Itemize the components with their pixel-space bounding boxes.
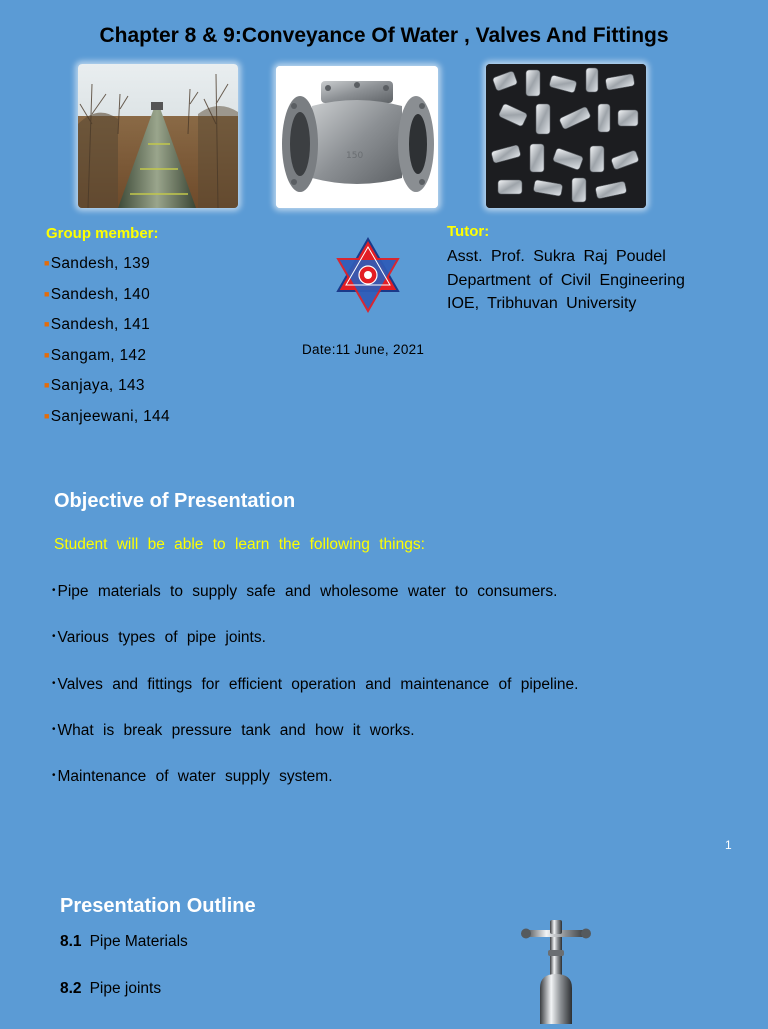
list-item: ■Sandesh, 140 <box>44 285 151 303</box>
list-item <box>60 932 188 979</box>
objective-intro: Student will be able to learn the following things: <box>54 536 425 553</box>
tutor-institution: IOE, Tribhuvan University <box>447 295 637 312</box>
bullet-icon: ■ <box>44 258 50 268</box>
outline-label: Pipe Materials <box>89 933 188 950</box>
bullet-icon: ■ <box>44 380 50 390</box>
page-number: 1 <box>725 838 732 852</box>
page-title: Chapter 8 & 9:Conveyance Of Water , Valves And Fittings <box>99 24 669 47</box>
bullet-icon: ■ <box>44 319 50 329</box>
list-item: ■Sangam, 142 <box>44 346 147 364</box>
list-item: • What is break pressure tank and how it works. <box>52 721 415 739</box>
water-tap-photo <box>520 918 592 1024</box>
outline-number: 8.2 <box>60 980 82 997</box>
bullet-icon: ■ <box>44 410 50 421</box>
list-item: ■Sandesh, 141 <box>44 316 151 333</box>
tutor-name: Asst. Prof. Sukra Raj Poudel <box>447 248 666 265</box>
list-item: • Pipe materials to supply safe and wholesome water to consumers. <box>52 583 558 600</box>
tutor-heading: Tutor: <box>447 223 490 240</box>
objective-list <box>52 581 578 812</box>
outline-list <box>60 932 188 1026</box>
tutor-details <box>447 245 685 316</box>
bullet-icon: • <box>52 677 56 689</box>
bullet-icon: • <box>52 723 56 735</box>
pipeline-photo <box>78 64 238 208</box>
list-item: ■Sanjeewani, 144 <box>44 407 170 425</box>
list-item <box>60 979 188 1026</box>
list-item: ■Sandesh, 139 <box>44 255 151 272</box>
bullet-icon: ■ <box>44 349 50 360</box>
presentation-date: Date:11 June, 2021 <box>302 342 425 357</box>
member-list <box>44 253 170 436</box>
list-item: ■Sanjaya, 143 <box>44 377 145 394</box>
outline-label: Pipe joints <box>89 980 162 997</box>
svg-text:150: 150 <box>346 151 364 161</box>
pipe-fittings-photo <box>486 64 646 208</box>
group-member-heading: Group member: <box>46 225 159 242</box>
check-valve-photo <box>276 66 438 208</box>
list-item: • Various types of pipe joints. <box>52 629 266 647</box>
outline-heading: Presentation Outline <box>60 895 256 917</box>
list-item: • Valves and fittings for efficient operation and maintenance of pipeline. <box>52 675 579 693</box>
bullet-icon: • <box>52 585 56 596</box>
outline-number: 8.1 <box>60 933 82 950</box>
university-logo <box>336 237 400 313</box>
bullet-icon: • <box>52 770 56 782</box>
bullet-icon: • <box>52 631 56 643</box>
bullet-icon: ■ <box>44 288 50 299</box>
tutor-department: Department of Civil Engineering <box>447 271 685 289</box>
list-item: • Maintenance of water supply system. <box>52 768 333 786</box>
objective-heading: Objective of Presentation <box>54 490 296 512</box>
